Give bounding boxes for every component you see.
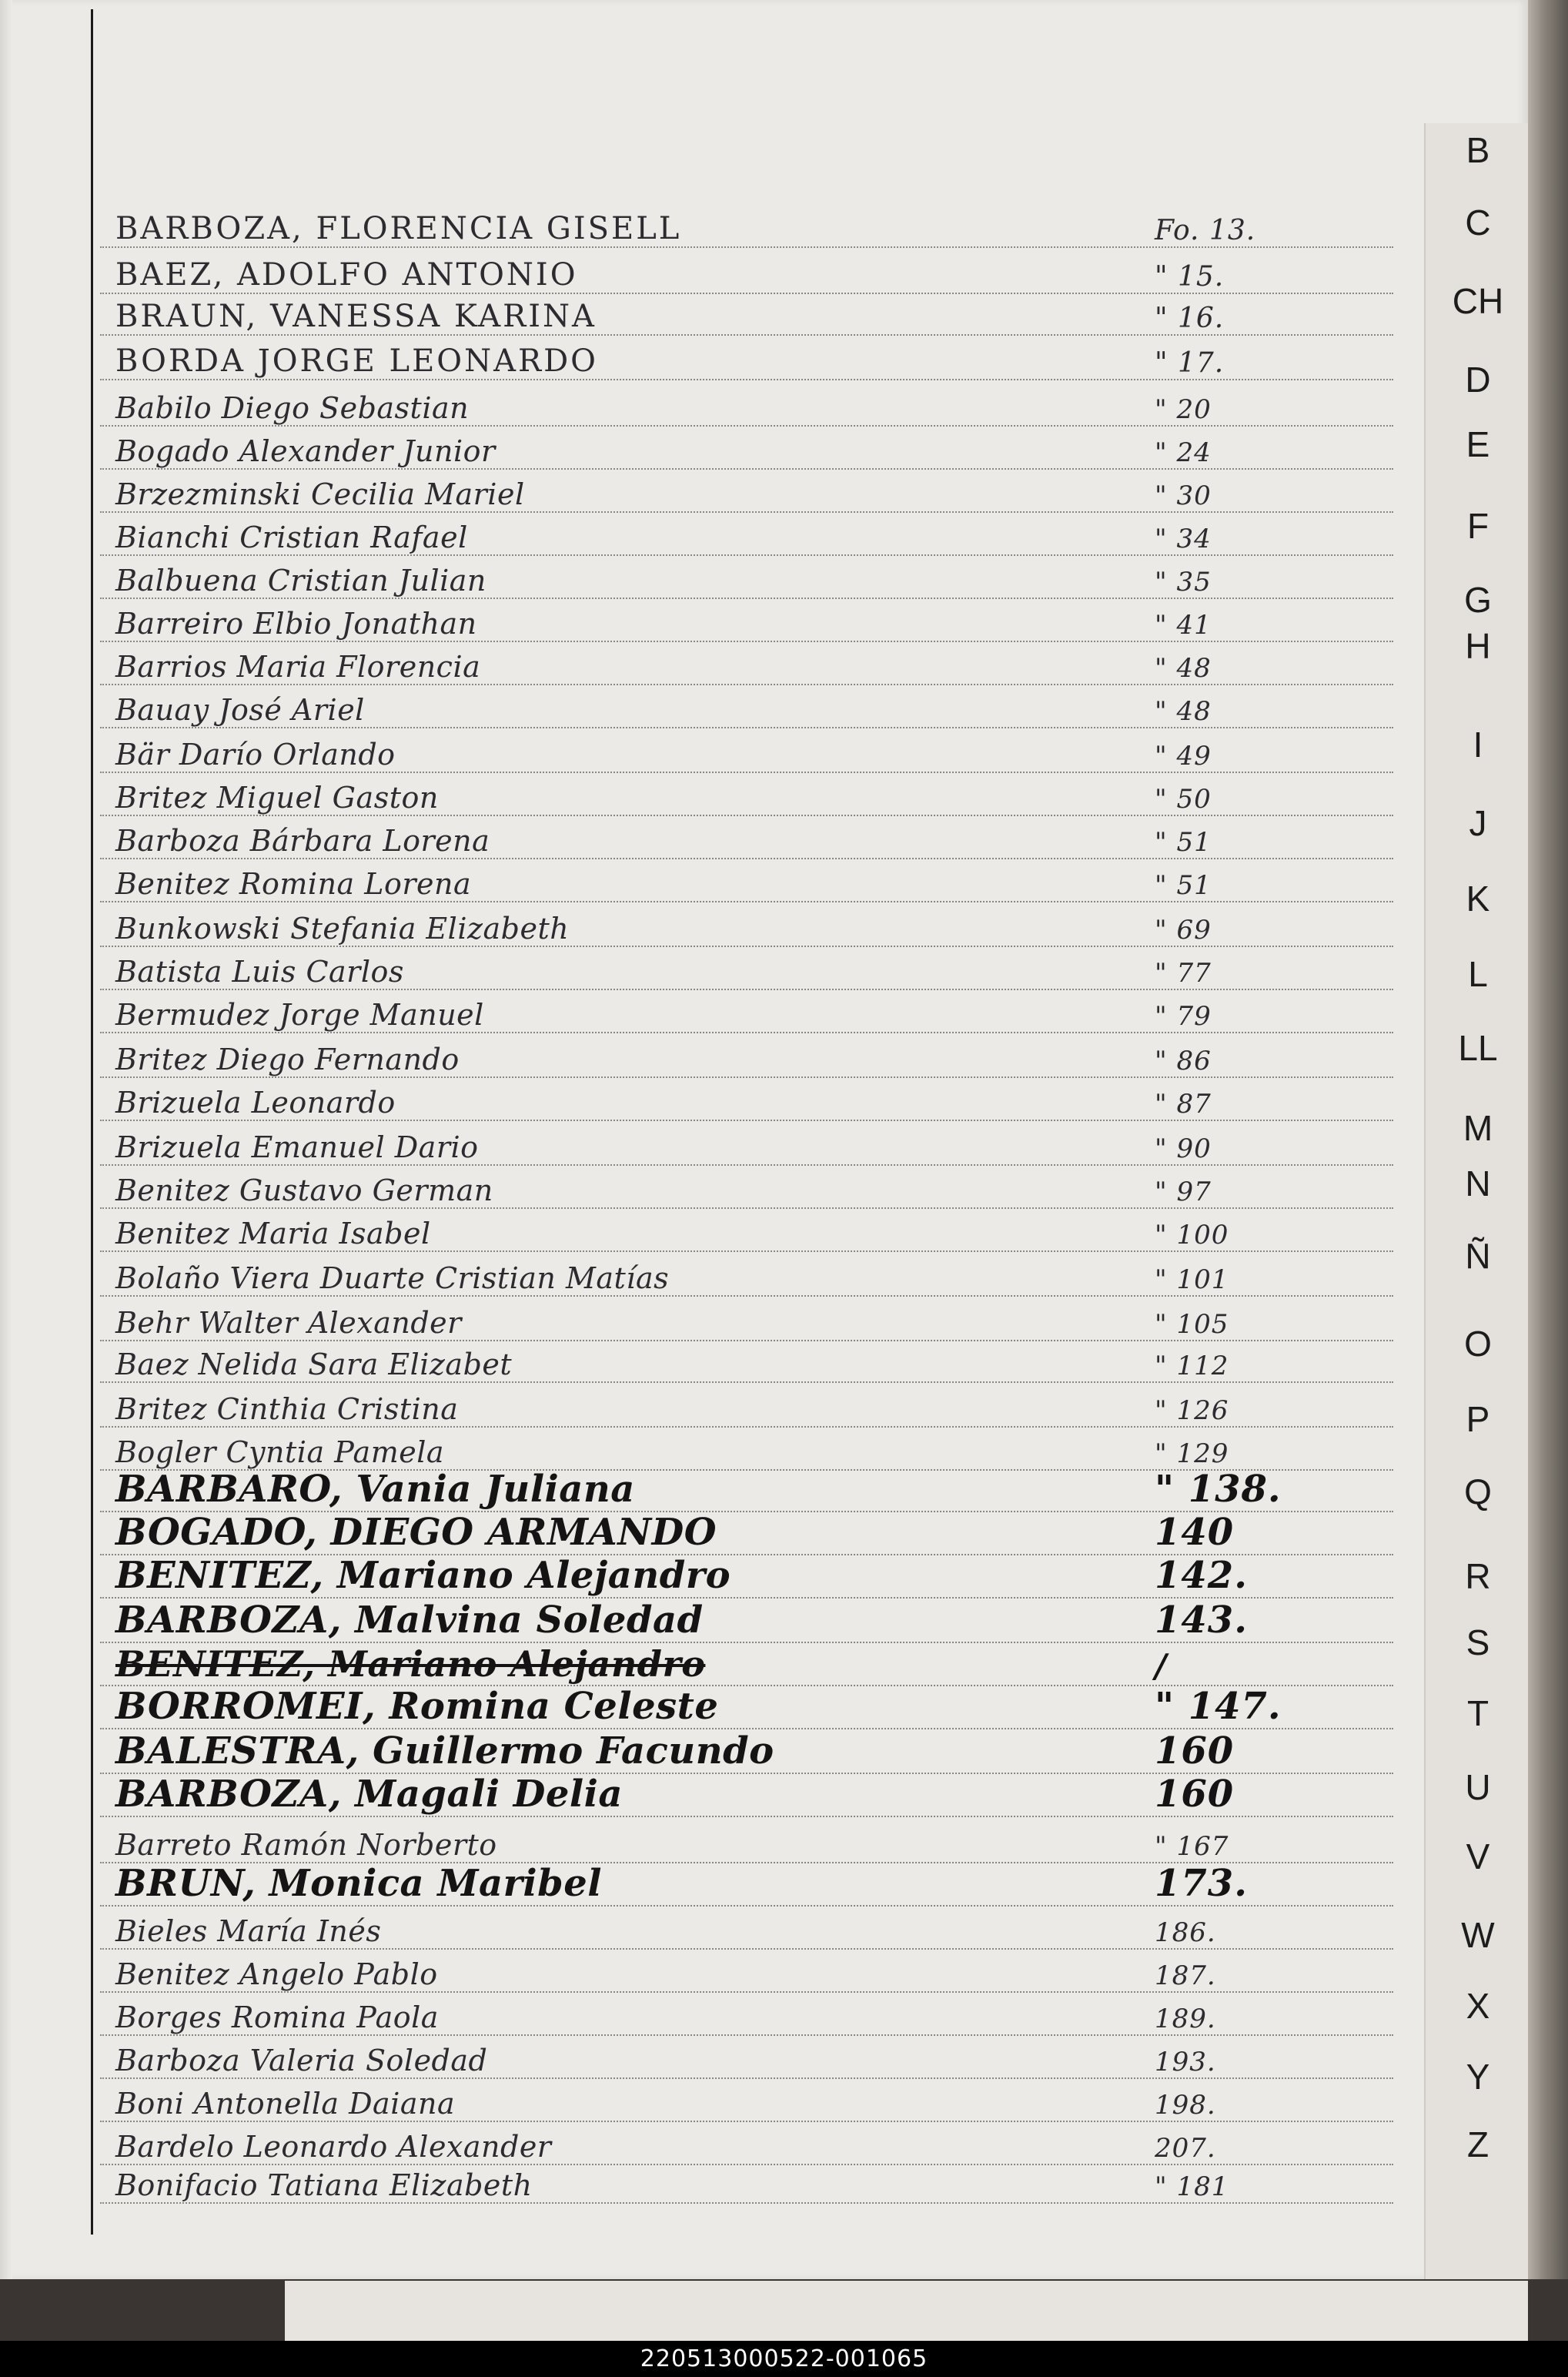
entry-folio: " 87 (1155, 1089, 1212, 1120)
register-entry (115, 1080, 1378, 1120)
entry-folio: 207. (1155, 2133, 1216, 2164)
entry-folio: " 51 (1155, 870, 1212, 901)
register-entry (115, 1341, 1378, 1381)
entry-name: Bardelo Leonardo Alexander (115, 2130, 552, 2164)
entry-name: Brizuela Emanuel Dario (115, 1130, 479, 1164)
entry-name: BAEZ, ADOLFO ANTONIO (115, 257, 578, 293)
register-entry (115, 1599, 1378, 1642)
entry-folio: " 17. (1155, 347, 1225, 379)
ruled-line (100, 901, 1393, 902)
entry-folio: " 101 (1155, 1264, 1229, 1295)
entry-folio: " 181 (1155, 2171, 1229, 2202)
entry-name: Britez Cinthia Cristina (115, 1392, 459, 1426)
register-entry (115, 1554, 1378, 1597)
index-tab-letter[interactable]: U (1465, 1767, 1491, 1807)
ruled-line (100, 772, 1393, 773)
entry-folio: " 24 (1155, 437, 1212, 468)
ruled-line (100, 554, 1393, 556)
register-entry (115, 206, 1378, 246)
index-tab-letter[interactable]: H (1465, 626, 1491, 666)
register-entry (115, 1300, 1378, 1340)
entry-folio: " 35 (1155, 567, 1212, 598)
index-tab-letter[interactable]: V (1466, 1836, 1490, 1876)
entry-name: BRAUN, VANESSA KARINA (115, 299, 597, 334)
register-entry (115, 949, 1378, 989)
entry-folio: " 34 (1155, 524, 1212, 554)
entry-name: Britez Diego Fernando (115, 1043, 460, 1076)
index-tab-letter[interactable]: M (1463, 1108, 1493, 1148)
ruled-line (100, 379, 1393, 380)
entry-name: Bunkowski Stefania Elizabeth (115, 912, 570, 946)
entry-folio: " 50 (1155, 784, 1212, 815)
register-entry (115, 1210, 1378, 1250)
entry-folio: " 69 (1155, 915, 1212, 946)
index-tab-letter[interactable]: F (1466, 506, 1489, 546)
register-entry (115, 861, 1378, 901)
ruled-line (100, 334, 1393, 336)
register-entry (115, 2037, 1378, 2077)
register-entry (115, 514, 1378, 554)
ruled-line (100, 425, 1393, 427)
entry-folio: 142. (1155, 1554, 1248, 1597)
entry-name: Bonifacio Tatiana Elizabeth (115, 2168, 533, 2202)
entry-folio: " 105 (1155, 1309, 1229, 1340)
register-entry (115, 385, 1378, 425)
register-entry (115, 687, 1378, 727)
ruled-line (100, 1207, 1393, 1209)
entry-folio: " 147. (1155, 1685, 1282, 1728)
ruled-line (100, 1295, 1393, 1297)
register-entry (115, 1994, 1378, 2034)
index-tab-letter[interactable]: B (1466, 130, 1490, 170)
entry-name: Benitez Angelo Pablo (115, 1957, 438, 1991)
entry-name: BENITEZ, Mariano Alejandro (115, 1554, 731, 1597)
entry-folio: 193. (1155, 2047, 1216, 2077)
register-entry (115, 1468, 1378, 1511)
register-entry (115, 906, 1378, 946)
register-entry (115, 601, 1378, 641)
ruled-line (100, 2202, 1393, 2204)
register-entry (115, 732, 1378, 772)
entry-name: Batista Luis Carlos (115, 955, 404, 989)
ruled-line (100, 2121, 1393, 2122)
entry-name: Balbuena Cristian Julian (115, 564, 486, 598)
register-entry (115, 339, 1378, 379)
entry-name: Bauay José Ariel (115, 693, 365, 727)
entry-name: Barreto Ramón Norberto (115, 1828, 497, 1862)
ruled-line (100, 684, 1393, 685)
entry-folio: " 138. (1155, 1468, 1282, 1511)
entry-folio: 198. (1155, 2090, 1216, 2121)
register-entry (115, 992, 1378, 1032)
register-entry (115, 1036, 1378, 1076)
index-tab-letter[interactable]: N (1465, 1163, 1491, 1204)
ruled-line (100, 1426, 1393, 1428)
ruled-line (100, 598, 1393, 599)
register-entry (115, 2081, 1378, 2121)
page-edge (1528, 0, 1568, 2279)
ruled-line (100, 2034, 1393, 2036)
entry-folio: 173. (1155, 1862, 1248, 1905)
index-tab-letter[interactable]: Q (1464, 1471, 1492, 1512)
index-tab-letter[interactable]: Z (1466, 2124, 1489, 2164)
entry-name: BALESTRA, Guillermo Facundo (115, 1729, 774, 1773)
entry-folio: " 97 (1155, 1177, 1212, 1207)
entry-name: Borges Romina Paola (115, 2000, 439, 2034)
entry-name: Bianchi Cristian Rafael (115, 521, 468, 554)
ruled-line (100, 989, 1393, 990)
index-tab-letter[interactable]: W (1461, 1915, 1495, 1955)
ruled-line (100, 468, 1393, 470)
entry-name: Baez Nelida Sara Elizabet (115, 1348, 513, 1381)
entry-folio: " 126 (1155, 1395, 1229, 1426)
register-entry (115, 253, 1378, 293)
entry-folio: 187. (1155, 1960, 1216, 1991)
entry-name: BARBOZA, FLORENCIA GISELL (115, 211, 682, 246)
ruled-line (100, 246, 1393, 248)
entry-name: Benitez Maria Isabel (115, 1217, 431, 1250)
ruled-line (100, 1032, 1393, 1033)
register-entry (115, 1511, 1378, 1554)
ruled-line (100, 858, 1393, 859)
index-tab-letter[interactable]: E (1466, 424, 1490, 464)
entry-name: Bogado Alexander Junior (115, 434, 496, 468)
entry-folio: " 30 (1155, 480, 1212, 511)
entry-name: Barboza Valeria Soledad (115, 2044, 488, 2077)
register-entry (115, 775, 1378, 815)
index-tab-letter[interactable]: D (1465, 360, 1491, 400)
entry-folio: " 129 (1155, 1438, 1229, 1469)
entry-folio: " 167 (1155, 1831, 1229, 1862)
register-entry (115, 1255, 1378, 1295)
register-entry (115, 294, 1378, 334)
entry-name: Bermudez Jorge Manuel (115, 998, 484, 1032)
entry-folio: " 20 (1155, 394, 1212, 425)
index-tab-letter[interactable]: CH (1452, 281, 1504, 321)
entry-folio: 140 (1155, 1511, 1235, 1554)
index-tab-letter[interactable]: P (1466, 1399, 1490, 1439)
ruled-line (100, 1250, 1393, 1252)
index-tab-letter[interactable]: T (1466, 1693, 1489, 1733)
register-entry (115, 2162, 1378, 2202)
register-entry (115, 1773, 1378, 1816)
ruled-line (100, 1164, 1393, 1166)
entry-folio: 160 (1155, 1773, 1235, 1816)
entry-name: BORDA JORGE LEONARDO (115, 343, 598, 379)
entry-name: BARBOZA, Magali Delia (115, 1773, 623, 1816)
register-entry (115, 1729, 1378, 1773)
register-entry (115, 818, 1378, 858)
entry-name: Barreiro Elbio Jonathan (115, 607, 477, 641)
entry-folio: " 112 (1155, 1351, 1229, 1381)
register-entry (115, 557, 1378, 598)
bottom-paper (285, 2281, 1528, 2341)
index-tab-letter[interactable]: O (1464, 1324, 1492, 1364)
ruled-line (100, 1120, 1393, 1121)
entry-name: Brizuela Leonardo (115, 1086, 396, 1120)
index-tab-letter[interactable]: R (1465, 1556, 1491, 1596)
entry-name: Benitez Gustavo German (115, 1173, 493, 1207)
entry-name: Bogler Cyntia Pamela (115, 1435, 445, 1469)
ruled-line (100, 1905, 1393, 1907)
register-entry (115, 1908, 1378, 1948)
index-tab-letter[interactable]: K (1466, 879, 1490, 919)
index-tab-letter[interactable]: Y (1466, 2057, 1490, 2097)
index-tab-letter[interactable]: LL (1458, 1028, 1498, 1068)
entry-folio: " 77 (1155, 958, 1212, 989)
entry-name: Brzezminski Cecilia Mariel (115, 477, 525, 511)
register-entry (115, 471, 1378, 511)
ruled-line (100, 727, 1393, 728)
entry-name: Bieles María Inés (115, 1914, 382, 1948)
index-tab-letter[interactable]: C (1465, 203, 1491, 243)
entry-folio: " 90 (1155, 1133, 1212, 1164)
entry-name: Babilo Diego Sebastian (115, 391, 470, 425)
register-entry (115, 1645, 1378, 1685)
entry-name: Barboza Bárbara Lorena (115, 824, 490, 858)
entry-name: BOGADO, DIEGO ARMANDO (115, 1511, 717, 1554)
index-tab-letter[interactable]: X (1466, 1986, 1490, 2026)
ruled-line (100, 641, 1393, 642)
ruled-line (100, 1816, 1393, 1817)
entry-folio: " 48 (1155, 696, 1212, 727)
image-id: 220513000522-001065 (640, 2345, 928, 2372)
entry-name: BARBOZA, Malvina Soledad (115, 1599, 704, 1642)
index-tab-letter[interactable]: L (1468, 954, 1488, 994)
entry-folio: " 100 (1155, 1220, 1229, 1250)
ruled-line (100, 1948, 1393, 1950)
entry-name: Bolaño Viera Duarte Cristian Matías (115, 1261, 670, 1295)
register-entry (115, 1862, 1378, 1905)
ruled-line (100, 946, 1393, 947)
ruled-line (100, 1381, 1393, 1383)
entry-folio: " 15. (1155, 261, 1225, 293)
entry-folio: 189. (1155, 2004, 1216, 2034)
entry-name: Behr Walter Alexander (115, 1306, 462, 1340)
index-tab-letter[interactable]: S (1466, 1622, 1490, 1662)
index-tab-letter[interactable]: I (1473, 725, 1483, 765)
entry-name: BORROMEI, Romina Celeste (115, 1685, 719, 1728)
index-tab-letter[interactable]: G (1464, 580, 1492, 620)
entry-folio: / (1155, 1647, 1168, 1685)
register-entry (115, 1167, 1378, 1207)
entry-folio: " 41 (1155, 610, 1212, 641)
entry-name: Bär Darío Orlando (115, 738, 396, 772)
entry-folio: " 49 (1155, 741, 1212, 772)
entry-folio: 143. (1155, 1599, 1248, 1642)
entry-name: Boni Antonella Daiana (115, 2087, 456, 2121)
margin-line (91, 9, 93, 2235)
ruled-line (100, 1076, 1393, 1078)
ruled-line (100, 815, 1393, 816)
entry-folio: " 79 (1155, 1001, 1212, 1032)
entry-name: Benitez Romina Lorena (115, 867, 472, 901)
entry-name: BRUN, Monica Maribel (115, 1862, 602, 1905)
entry-folio: " 16. (1155, 303, 1225, 334)
entry-folio: 160 (1155, 1729, 1235, 1773)
entry-folio: Fo. 13. (1155, 215, 1256, 246)
entry-folio: " 51 (1155, 827, 1212, 858)
index-tab-letter[interactable]: Ñ (1465, 1236, 1491, 1276)
register-entry (115, 644, 1378, 684)
register-entry (115, 1429, 1378, 1469)
register-entry (115, 1951, 1378, 1991)
entry-folio: " 48 (1155, 653, 1212, 684)
ruled-line (100, 511, 1393, 513)
entry-folio: " 86 (1155, 1046, 1212, 1076)
entry-name: BARBARO, Vania Juliana (115, 1468, 635, 1511)
register-entry (115, 1822, 1378, 1862)
ruled-line (100, 2077, 1393, 2079)
entry-folio: 186. (1155, 1917, 1216, 1948)
image-id-footer (0, 2341, 1568, 2377)
ruled-line (100, 1991, 1393, 1993)
entry-name: Barrios Maria Florencia (115, 650, 481, 684)
register-entry (115, 428, 1378, 468)
register-entry (115, 2124, 1378, 2164)
register-entry (115, 1124, 1378, 1164)
register-entry (115, 1386, 1378, 1426)
index-tab-letter[interactable]: J (1469, 803, 1487, 843)
register-entry (115, 1685, 1378, 1728)
entry-name: Britez Miguel Gaston (115, 781, 439, 815)
entry-name: BENITEZ, Mariano Alejandro (115, 1643, 706, 1685)
